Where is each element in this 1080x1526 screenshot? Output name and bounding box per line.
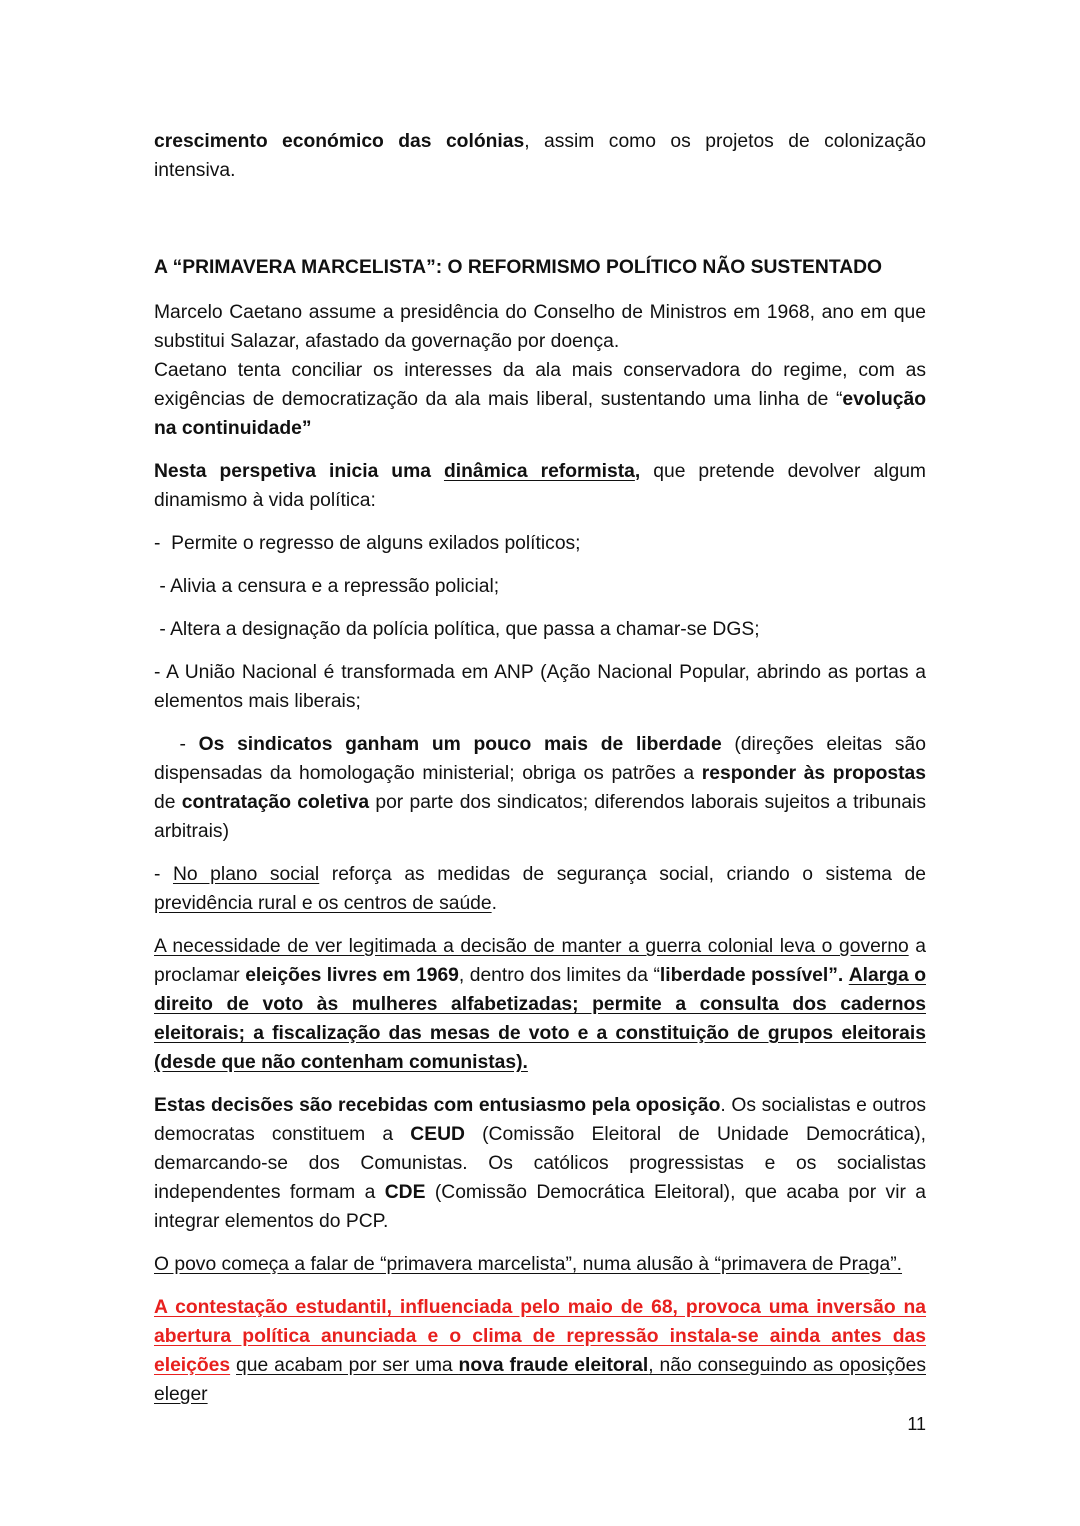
bold-text: responder às propostas bbox=[701, 763, 927, 784]
underlined-text: que acabam por ser uma bbox=[236, 1355, 459, 1376]
bold-text: Estas decisões são recebidas com entusiasmo pela oposição bbox=[154, 1095, 721, 1116]
bold-text: Nesta perspetiva inicia uma bbox=[154, 461, 444, 482]
bold-text: eleições livres em 1969 bbox=[245, 965, 459, 986]
text-span: por parte dos sindicatos; diferendos laborais sujeitos a tribunais arbitrais) bbox=[154, 792, 926, 842]
text-span: . Os socialistas e outros democratas constituem a bbox=[154, 1095, 926, 1145]
text-span: - bbox=[154, 734, 199, 755]
bold-text: , bbox=[634, 461, 641, 482]
bold-text: crescimento económico das colónias bbox=[154, 131, 525, 152]
bold-text: liberdade possível”. bbox=[659, 965, 844, 986]
page-content bbox=[154, 127, 926, 1409]
intro-paragraph bbox=[154, 127, 926, 185]
page-number: 11 bbox=[907, 1414, 926, 1434]
student-protest-paragraph bbox=[154, 1293, 926, 1409]
text-span: (Comissão Eleitoral de Unidade Democrática), demarcando-se dos Comunistas. Os católicos progressistas e os socialistas independentes formam a bbox=[154, 1124, 927, 1203]
text-span: , assim como os projetos de colonização intensiva. bbox=[154, 131, 926, 181]
unions-paragraph bbox=[154, 730, 926, 846]
underlined-text: O povo começa a falar de “primavera marcelista”, numa alusão à “primavera de Praga”. bbox=[154, 1254, 903, 1275]
list-item: - Alivia a censura e a repressão policial; bbox=[154, 576, 500, 597]
text-span: que pretende devolver algum dinamismo à vida política: bbox=[154, 461, 926, 511]
prague-spring-paragraph bbox=[154, 1250, 926, 1279]
underlined-text: No plano social bbox=[172, 864, 320, 885]
text-span: - bbox=[154, 864, 173, 885]
bold-text: evolução na continuidade” bbox=[154, 389, 926, 439]
list-item: - Altera a designação da polícia política, que passa a chamar-se DGS; bbox=[154, 619, 760, 640]
text-span: de bbox=[154, 792, 182, 813]
underlined-text: A necessidade de ver legitimada a decisão de manter a guerra colonial leva o governo bbox=[154, 936, 909, 957]
underlined-bold-text: dinâmica reformista bbox=[443, 461, 635, 482]
text-span: , dentro dos limites da “ bbox=[458, 965, 660, 986]
underlined-bold-text: Alarga o direito de voto às mulheres alfabetizadas; permite a consulta dos cadernos eleitorais; a fiscalização das mesas de voto e a constituição de grupos eleitorais (desde que não contenham comunistas). bbox=[154, 965, 926, 1073]
caetano-paragraph bbox=[154, 298, 926, 443]
opposition-paragraph bbox=[154, 1091, 926, 1236]
underlined-bold-text: nova fraude eleitoral bbox=[458, 1355, 649, 1376]
elections-paragraph bbox=[154, 932, 926, 1077]
bold-text: CEUD bbox=[410, 1124, 465, 1145]
text-span: Caetano tenta conciliar os interesses da ala mais conservadora do regime, com as exigências de democratização da ala mais liberal, sustentando uma linha de “ bbox=[154, 360, 926, 410]
text-span: (direções eleitas são dispensadas da homologação ministerial; obriga os patrões a bbox=[154, 734, 926, 784]
list-item: - A União Nacional é transformada em ANP (Ação Nacional Popular, abrindo as portas a elementos mais liberais; bbox=[154, 662, 926, 712]
social-paragraph bbox=[154, 860, 926, 918]
underlined-text: , não conseguindo as oposições eleger bbox=[154, 1355, 926, 1405]
bold-text: Os sindicatos ganham um pouco mais de liberdade bbox=[198, 734, 722, 755]
text-span: a proclamar bbox=[154, 936, 926, 986]
bold-text: CDE bbox=[384, 1182, 426, 1203]
text-span: . bbox=[491, 893, 497, 914]
reformist-paragraph bbox=[154, 457, 926, 515]
bold-text: contratação coletiva bbox=[181, 792, 370, 813]
section-title: A “PRIMAVERA MARCELISTA”: O REFORMISMO POLÍTICO NÃO SUSTENTADO bbox=[154, 257, 883, 278]
underlined-text: previdência rural e os centros de saúde bbox=[154, 893, 492, 914]
red-underlined-text: A contestação estudantil, influenciada pelo maio de 68, provoca uma inversão na abertura política anunciada e o clima de repressão instala-se ainda antes das eleições bbox=[154, 1297, 926, 1376]
text-span: (Comissão Democrática Eleitoral), que acaba por vir a integrar elementos do PCP. bbox=[154, 1182, 927, 1232]
list-item: - Permite o regresso de alguns exilados políticos; bbox=[154, 533, 581, 554]
text-span: reforça as medidas de segurança social, criando o sistema de bbox=[319, 864, 926, 885]
text-span: Marcelo Caetano assume a presidência do Conselho de Ministros em 1968, ano em que substitui Salazar, afastado da governação por doença. bbox=[154, 302, 926, 352]
